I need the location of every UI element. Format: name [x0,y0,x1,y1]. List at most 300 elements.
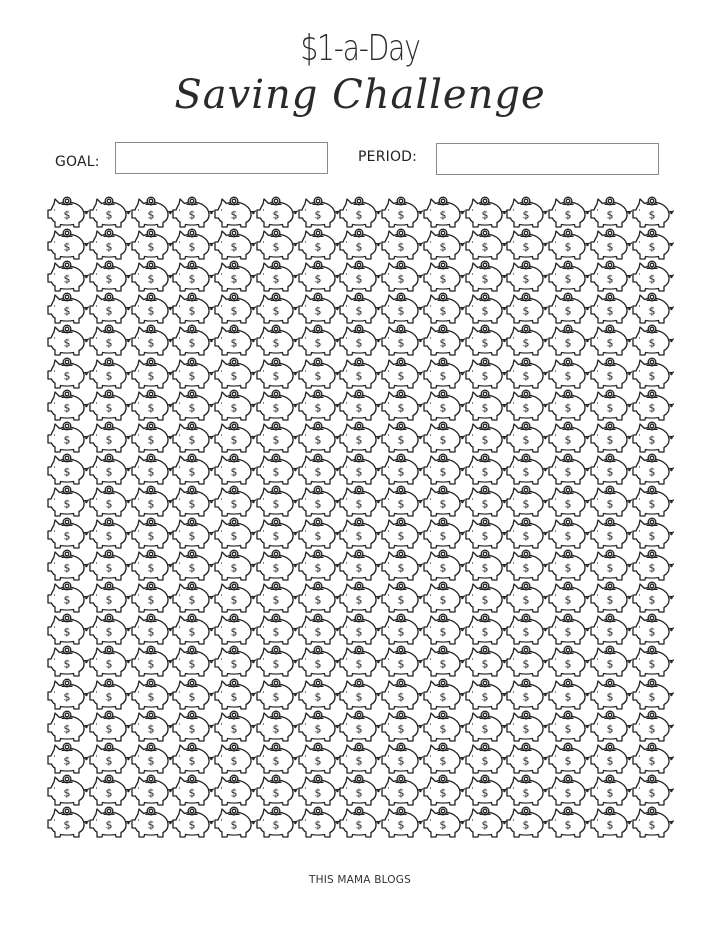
piggy-bank-cell[interactable] [45,323,89,359]
piggy-bank-cell[interactable] [504,677,548,713]
piggy-bank-cell[interactable] [212,356,256,392]
piggy-bank-cell[interactable] [379,677,423,713]
piggy-bank-cell[interactable] [129,259,173,295]
piggy-bank-cell[interactable] [504,356,548,392]
piggy-bank-cell[interactable] [296,291,340,327]
piggy-bank-cell[interactable] [296,741,340,777]
piggy-bank-cell[interactable] [212,420,256,456]
piggy-bank-cell[interactable] [546,709,590,745]
piggy-bank-cell[interactable] [296,356,340,392]
piggy-bank-cell[interactable] [254,677,298,713]
piggy-bank-cell[interactable] [463,195,507,231]
piggy-bank-cell[interactable] [504,644,548,680]
piggy-bank-cell[interactable] [254,773,298,809]
piggy-bank-cell[interactable] [337,388,381,424]
piggy-bank-cell[interactable] [212,805,256,841]
piggy-bank-cell[interactable] [421,612,465,648]
piggy-bank-cell[interactable] [212,548,256,584]
piggy-bank-cell[interactable] [45,484,89,520]
piggy-bank-cell[interactable] [212,612,256,648]
piggy-bank-cell[interactable] [588,227,632,263]
piggy-bank-cell[interactable] [296,548,340,584]
piggy-bank-cell[interactable] [87,388,131,424]
piggy-bank-cell[interactable] [379,420,423,456]
piggy-bank-cell[interactable] [45,709,89,745]
piggy-bank-cell[interactable] [504,323,548,359]
piggy-bank-cell[interactable] [421,773,465,809]
piggy-bank-cell[interactable] [212,484,256,520]
piggy-bank-cell[interactable] [337,323,381,359]
piggy-bank-cell[interactable] [337,548,381,584]
piggy-bank-cell[interactable] [45,356,89,392]
piggy-bank-cell[interactable] [129,227,173,263]
piggy-bank-cell[interactable] [337,709,381,745]
piggy-bank-cell[interactable] [212,195,256,231]
piggy-bank-cell[interactable] [546,805,590,841]
piggy-bank-cell[interactable] [504,484,548,520]
piggy-bank-cell[interactable] [337,644,381,680]
piggy-bank-cell[interactable] [296,388,340,424]
piggy-bank-cell[interactable] [170,644,214,680]
piggy-bank-cell[interactable] [630,356,674,392]
piggy-bank-cell[interactable] [170,612,214,648]
piggy-bank-cell[interactable] [254,548,298,584]
piggy-bank-cell[interactable] [337,580,381,616]
piggy-bank-cell[interactable] [129,516,173,552]
piggy-bank-cell[interactable] [630,291,674,327]
period-field[interactable] [436,143,659,175]
piggy-bank-cell[interactable] [129,805,173,841]
piggy-bank-cell[interactable] [546,259,590,295]
piggy-bank-cell[interactable] [630,548,674,584]
piggy-bank-cell[interactable] [630,612,674,648]
piggy-bank-cell[interactable] [254,484,298,520]
piggy-bank-cell[interactable] [546,484,590,520]
piggy-bank-cell[interactable] [588,741,632,777]
piggy-bank-cell[interactable] [129,420,173,456]
piggy-bank-cell[interactable] [337,291,381,327]
piggy-bank-cell[interactable] [296,227,340,263]
piggy-bank-cell[interactable] [170,388,214,424]
piggy-bank-cell[interactable] [296,516,340,552]
piggy-bank-cell[interactable] [212,773,256,809]
piggy-bank-cell[interactable] [588,356,632,392]
piggy-bank-cell[interactable] [463,773,507,809]
piggy-bank-cell[interactable] [379,356,423,392]
piggy-bank-cell[interactable] [379,709,423,745]
piggy-bank-cell[interactable] [421,644,465,680]
piggy-bank-cell[interactable] [630,709,674,745]
piggy-bank-cell[interactable] [379,291,423,327]
piggy-bank-cell[interactable] [504,709,548,745]
piggy-bank-cell[interactable] [463,741,507,777]
piggy-bank-cell[interactable] [504,227,548,263]
piggy-bank-cell[interactable] [129,677,173,713]
piggy-bank-cell[interactable] [296,452,340,488]
piggy-bank-cell[interactable] [87,227,131,263]
piggy-bank-cell[interactable] [546,516,590,552]
piggy-bank-cell[interactable] [170,484,214,520]
piggy-bank-cell[interactable] [254,644,298,680]
piggy-bank-cell[interactable] [546,741,590,777]
piggy-bank-cell[interactable] [379,227,423,263]
piggy-bank-cell[interactable] [630,677,674,713]
piggy-bank-cell[interactable] [463,644,507,680]
piggy-bank-cell[interactable] [421,677,465,713]
piggy-bank-cell[interactable] [337,259,381,295]
piggy-bank-cell[interactable] [87,580,131,616]
piggy-bank-cell[interactable] [504,259,548,295]
piggy-bank-cell[interactable] [463,452,507,488]
piggy-bank-cell[interactable] [337,452,381,488]
piggy-bank-cell[interactable] [45,420,89,456]
piggy-bank-cell[interactable] [588,580,632,616]
piggy-bank-cell[interactable] [379,548,423,584]
piggy-bank-cell[interactable] [379,612,423,648]
piggy-bank-cell[interactable] [546,644,590,680]
piggy-bank-cell[interactable] [254,420,298,456]
piggy-bank-cell[interactable] [421,548,465,584]
piggy-bank-cell[interactable] [45,259,89,295]
piggy-bank-cell[interactable] [129,388,173,424]
piggy-bank-cell[interactable] [379,580,423,616]
piggy-bank-cell[interactable] [588,259,632,295]
piggy-bank-cell[interactable] [421,580,465,616]
piggy-bank-cell[interactable] [463,677,507,713]
piggy-bank-cell[interactable] [337,773,381,809]
piggy-bank-cell[interactable] [87,612,131,648]
piggy-bank-cell[interactable] [463,259,507,295]
piggy-bank-cell[interactable] [379,195,423,231]
piggy-bank-cell[interactable] [87,452,131,488]
piggy-bank-cell[interactable] [546,452,590,488]
piggy-bank-cell[interactable] [296,677,340,713]
piggy-bank-cell[interactable] [421,516,465,552]
piggy-bank-cell[interactable] [630,644,674,680]
piggy-bank-cell[interactable] [296,580,340,616]
piggy-bank-cell[interactable] [170,195,214,231]
piggy-bank-cell[interactable] [45,291,89,327]
piggy-bank-cell[interactable] [546,548,590,584]
piggy-bank-cell[interactable] [630,420,674,456]
piggy-bank-cell[interactable] [379,644,423,680]
piggy-bank-cell[interactable] [337,227,381,263]
piggy-bank-cell[interactable] [546,323,590,359]
piggy-bank-cell[interactable] [463,388,507,424]
piggy-bank-cell[interactable] [421,195,465,231]
piggy-bank-cell[interactable] [212,323,256,359]
piggy-bank-cell[interactable] [296,612,340,648]
piggy-bank-cell[interactable] [170,227,214,263]
piggy-bank-cell[interactable] [129,580,173,616]
piggy-bank-cell[interactable] [170,677,214,713]
piggy-bank-cell[interactable] [129,356,173,392]
piggy-bank-cell[interactable] [546,580,590,616]
piggy-bank-cell[interactable] [45,612,89,648]
piggy-bank-cell[interactable] [463,612,507,648]
piggy-bank-cell[interactable] [588,548,632,584]
piggy-bank-cell[interactable] [45,580,89,616]
piggy-bank-cell[interactable] [588,516,632,552]
piggy-bank-cell[interactable] [212,741,256,777]
piggy-bank-cell[interactable] [421,259,465,295]
piggy-bank-cell[interactable] [87,195,131,231]
piggy-bank-cell[interactable] [504,420,548,456]
piggy-bank-cell[interactable] [588,388,632,424]
piggy-bank-cell[interactable] [463,356,507,392]
piggy-bank-cell[interactable] [463,709,507,745]
piggy-bank-cell[interactable] [129,323,173,359]
piggy-bank-cell[interactable] [463,291,507,327]
piggy-bank-cell[interactable] [630,195,674,231]
piggy-bank-cell[interactable] [296,259,340,295]
piggy-bank-cell[interactable] [296,644,340,680]
piggy-bank-cell[interactable] [296,709,340,745]
piggy-bank-cell[interactable] [379,484,423,520]
piggy-bank-cell[interactable] [87,420,131,456]
piggy-bank-cell[interactable] [254,388,298,424]
piggy-bank-cell[interactable] [421,291,465,327]
piggy-bank-cell[interactable] [45,195,89,231]
piggy-bank-cell[interactable] [421,227,465,263]
piggy-bank-cell[interactable] [296,773,340,809]
piggy-bank-cell[interactable] [296,484,340,520]
piggy-bank-cell[interactable] [463,420,507,456]
piggy-bank-cell[interactable] [630,516,674,552]
piggy-bank-cell[interactable] [170,516,214,552]
piggy-bank-cell[interactable] [588,773,632,809]
piggy-bank-cell[interactable] [546,195,590,231]
piggy-bank-cell[interactable] [45,452,89,488]
piggy-bank-cell[interactable] [504,291,548,327]
piggy-bank-cell[interactable] [504,741,548,777]
piggy-bank-cell[interactable] [45,227,89,263]
piggy-bank-cell[interactable] [87,323,131,359]
piggy-bank-cell[interactable] [170,805,214,841]
piggy-bank-cell[interactable] [630,805,674,841]
piggy-bank-cell[interactable] [504,805,548,841]
piggy-bank-cell[interactable] [87,484,131,520]
piggy-bank-cell[interactable] [504,516,548,552]
piggy-bank-cell[interactable] [212,388,256,424]
piggy-bank-cell[interactable] [379,516,423,552]
piggy-bank-cell[interactable] [421,388,465,424]
piggy-bank-cell[interactable] [546,677,590,713]
piggy-bank-cell[interactable] [588,452,632,488]
piggy-bank-cell[interactable] [337,516,381,552]
piggy-bank-cell[interactable] [254,612,298,648]
piggy-bank-cell[interactable] [630,259,674,295]
piggy-bank-cell[interactable] [588,612,632,648]
piggy-bank-cell[interactable] [170,580,214,616]
piggy-bank-cell[interactable] [87,356,131,392]
piggy-bank-cell[interactable] [170,420,214,456]
piggy-bank-cell[interactable] [129,291,173,327]
piggy-bank-cell[interactable] [504,388,548,424]
piggy-bank-cell[interactable] [630,323,674,359]
piggy-bank-cell[interactable] [87,644,131,680]
piggy-bank-cell[interactable] [45,677,89,713]
piggy-bank-cell[interactable] [546,420,590,456]
piggy-bank-cell[interactable] [87,259,131,295]
piggy-bank-cell[interactable] [254,291,298,327]
piggy-bank-cell[interactable] [546,291,590,327]
piggy-bank-cell[interactable] [379,323,423,359]
piggy-bank-cell[interactable] [588,420,632,456]
piggy-bank-cell[interactable] [421,452,465,488]
piggy-bank-cell[interactable] [504,195,548,231]
piggy-bank-cell[interactable] [504,773,548,809]
piggy-bank-cell[interactable] [463,516,507,552]
piggy-bank-cell[interactable] [463,484,507,520]
piggy-bank-cell[interactable] [421,741,465,777]
piggy-bank-cell[interactable] [129,709,173,745]
piggy-bank-cell[interactable] [630,741,674,777]
piggy-bank-cell[interactable] [463,323,507,359]
piggy-bank-cell[interactable] [630,227,674,263]
piggy-bank-cell[interactable] [421,805,465,841]
piggy-bank-cell[interactable] [588,291,632,327]
piggy-bank-cell[interactable] [170,773,214,809]
piggy-bank-cell[interactable] [45,644,89,680]
piggy-bank-cell[interactable] [588,195,632,231]
piggy-bank-cell[interactable] [337,420,381,456]
piggy-bank-cell[interactable] [87,805,131,841]
piggy-bank-cell[interactable] [129,773,173,809]
piggy-bank-cell[interactable] [212,291,256,327]
piggy-bank-cell[interactable] [87,773,131,809]
piggy-bank-cell[interactable] [588,805,632,841]
piggy-bank-cell[interactable] [212,259,256,295]
piggy-bank-cell[interactable] [463,805,507,841]
piggy-bank-cell[interactable] [129,195,173,231]
piggy-bank-cell[interactable] [254,323,298,359]
piggy-bank-cell[interactable] [379,773,423,809]
piggy-bank-cell[interactable] [421,356,465,392]
piggy-bank-cell[interactable] [588,484,632,520]
piggy-bank-cell[interactable] [129,644,173,680]
piggy-bank-cell[interactable] [379,259,423,295]
piggy-bank-cell[interactable] [504,612,548,648]
piggy-bank-cell[interactable] [337,612,381,648]
piggy-bank-cell[interactable] [212,709,256,745]
piggy-bank-cell[interactable] [45,516,89,552]
piggy-bank-cell[interactable] [45,805,89,841]
piggy-bank-cell[interactable] [87,741,131,777]
piggy-bank-cell[interactable] [170,741,214,777]
piggy-bank-cell[interactable] [254,259,298,295]
piggy-bank-cell[interactable] [630,773,674,809]
piggy-bank-cell[interactable] [337,195,381,231]
piggy-bank-cell[interactable] [45,548,89,584]
piggy-bank-cell[interactable] [170,709,214,745]
piggy-bank-cell[interactable] [212,677,256,713]
piggy-bank-cell[interactable] [129,484,173,520]
piggy-bank-cell[interactable] [588,709,632,745]
piggy-bank-cell[interactable] [337,356,381,392]
piggy-bank-cell[interactable] [170,323,214,359]
piggy-bank-cell[interactable] [45,741,89,777]
piggy-bank-cell[interactable] [254,580,298,616]
piggy-bank-cell[interactable] [170,259,214,295]
piggy-bank-cell[interactable] [87,677,131,713]
piggy-bank-cell[interactable] [421,709,465,745]
piggy-bank-cell[interactable] [630,580,674,616]
piggy-bank-cell[interactable] [337,677,381,713]
piggy-bank-cell[interactable] [588,644,632,680]
piggy-bank-cell[interactable] [421,484,465,520]
piggy-bank-cell[interactable] [296,323,340,359]
piggy-bank-cell[interactable] [254,452,298,488]
piggy-bank-cell[interactable] [504,452,548,488]
piggy-bank-cell[interactable] [379,388,423,424]
piggy-bank-cell[interactable] [170,356,214,392]
piggy-bank-cell[interactable] [254,195,298,231]
piggy-bank-cell[interactable] [504,548,548,584]
piggy-bank-cell[interactable] [546,773,590,809]
piggy-bank-cell[interactable] [87,709,131,745]
piggy-bank-cell[interactable] [296,420,340,456]
piggy-bank-cell[interactable] [463,548,507,584]
piggy-bank-cell[interactable] [212,452,256,488]
piggy-bank-cell[interactable] [170,452,214,488]
piggy-bank-cell[interactable] [546,356,590,392]
piggy-bank-cell[interactable] [45,388,89,424]
piggy-bank-cell[interactable] [546,612,590,648]
piggy-bank-cell[interactable] [379,805,423,841]
piggy-bank-cell[interactable] [630,484,674,520]
piggy-bank-cell[interactable] [630,452,674,488]
piggy-bank-cell[interactable] [129,741,173,777]
piggy-bank-cell[interactable] [254,805,298,841]
piggy-bank-cell[interactable] [212,644,256,680]
piggy-bank-cell[interactable] [630,388,674,424]
goal-field[interactable] [115,142,328,174]
piggy-bank-cell[interactable] [379,741,423,777]
piggy-bank-cell[interactable] [337,805,381,841]
piggy-bank-cell[interactable] [296,805,340,841]
piggy-bank-cell[interactable] [337,484,381,520]
piggy-bank-cell[interactable] [212,580,256,616]
piggy-bank-cell[interactable] [129,548,173,584]
piggy-bank-cell[interactable] [421,420,465,456]
piggy-bank-cell[interactable] [588,323,632,359]
piggy-bank-cell[interactable] [87,516,131,552]
piggy-bank-cell[interactable] [337,741,381,777]
piggy-bank-cell[interactable] [87,548,131,584]
piggy-bank-cell[interactable] [379,452,423,488]
piggy-bank-cell[interactable] [87,291,131,327]
piggy-bank-cell[interactable] [254,227,298,263]
piggy-bank-cell[interactable] [546,388,590,424]
piggy-bank-cell[interactable] [463,580,507,616]
piggy-bank-cell[interactable] [254,356,298,392]
piggy-bank-cell[interactable] [421,323,465,359]
piggy-bank-cell[interactable] [463,227,507,263]
piggy-bank-cell[interactable] [296,195,340,231]
piggy-bank-cell[interactable] [129,452,173,488]
piggy-bank-cell[interactable] [212,516,256,552]
piggy-bank-cell[interactable] [254,709,298,745]
piggy-bank-cell[interactable] [504,580,548,616]
piggy-bank-cell[interactable] [254,741,298,777]
piggy-bank-cell[interactable] [45,773,89,809]
piggy-bank-cell[interactable] [588,677,632,713]
piggy-bank-cell[interactable] [212,227,256,263]
piggy-bank-cell[interactable] [254,516,298,552]
piggy-bank-cell[interactable] [546,227,590,263]
piggy-bank-cell[interactable] [129,612,173,648]
